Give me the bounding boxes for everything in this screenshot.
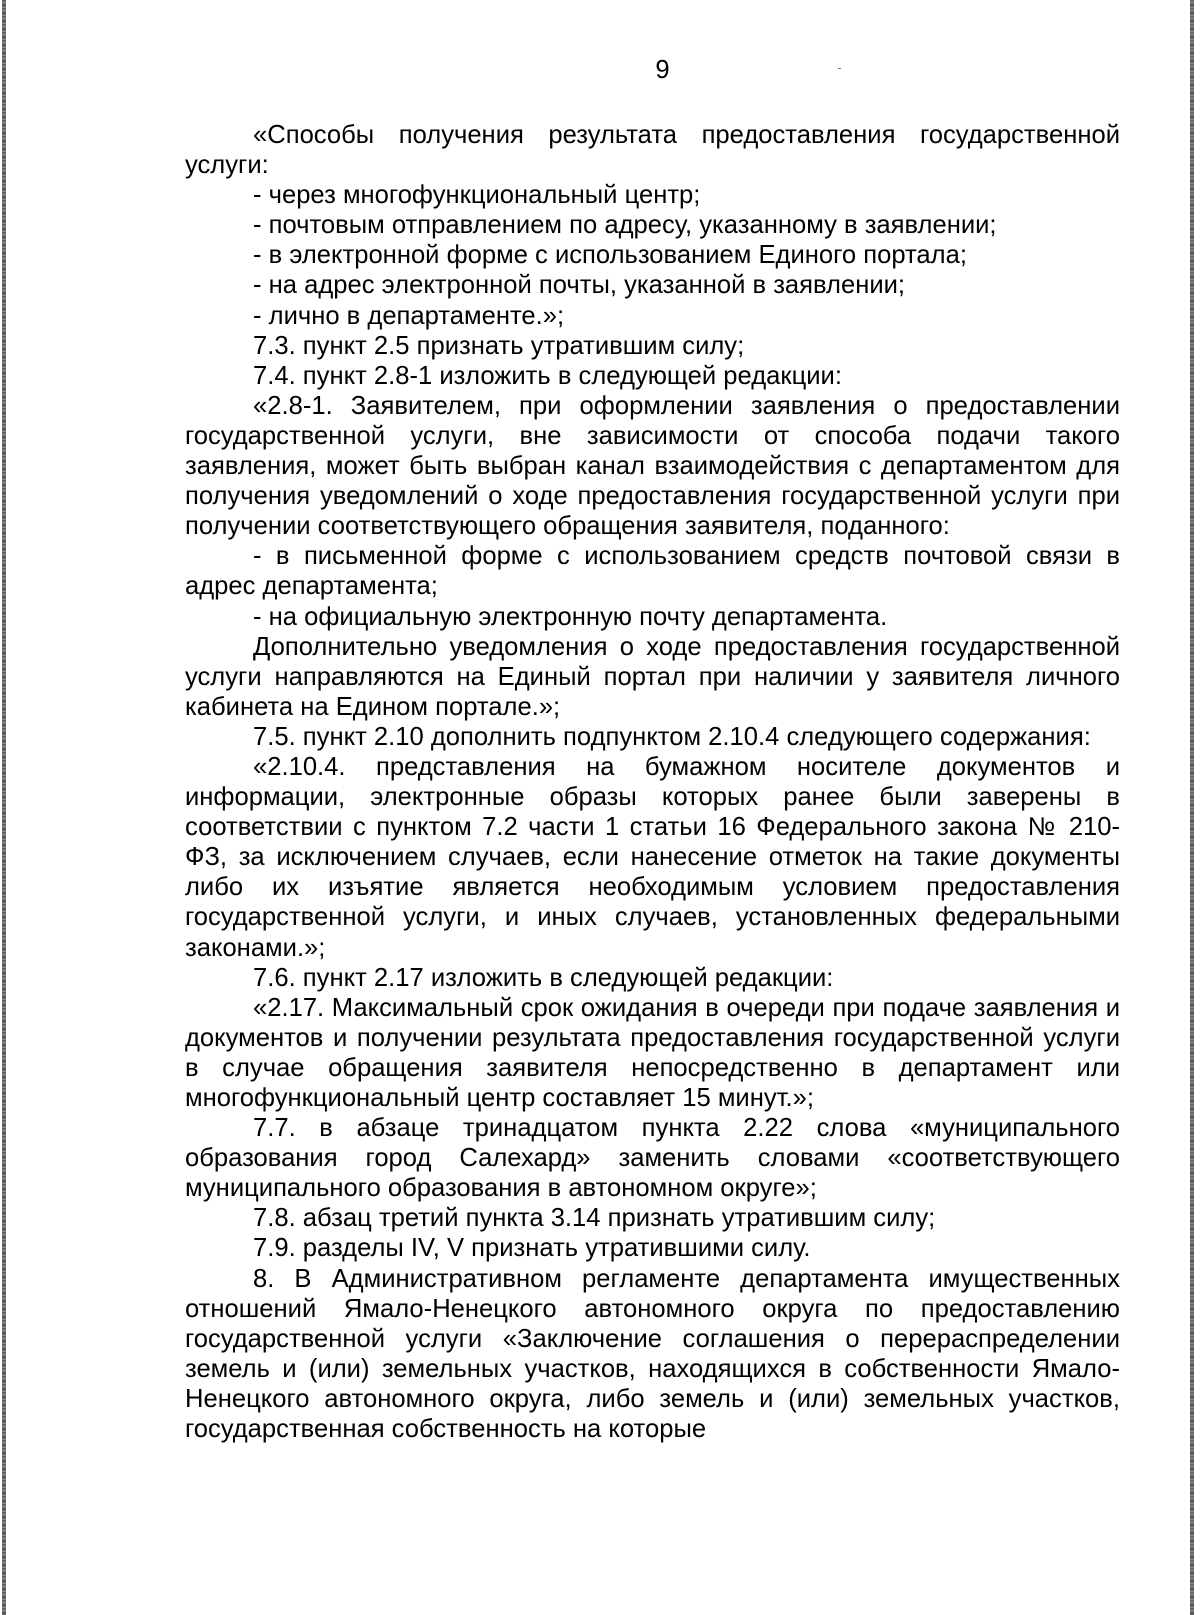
page-number: 9 (655, 56, 670, 84)
paragraph-7-5: 7.5. пункт 2.10 дополнить подпунктом 2.10.4 следующего содержания: (253, 722, 1091, 751)
paragraph-result-methods: «Способы получения результата предоставления государственной услуги: (185, 121, 1120, 180)
list-item-email: - на адрес электронной почты, указанной в заявлении; (253, 271, 906, 300)
paragraph-8: 8. В Административном регламенте департамента имущественных отношений Ямало-Ненецкого автономного округа по предоставлению государственной услуги «Заключение соглашения о перераспределении земель и (или) земельных участков, находящихся в собственности Ямало-Ненецкого автономного округа, либо земель и (или) земельных участков, государственная собственность на которые (185, 1264, 1120, 1444)
scan-border-right (1190, 0, 1194, 1615)
paragraph-7-9: 7.9. разделы IV, V признать утратившими силу. (253, 1234, 811, 1263)
paragraph-7-4: 7.4. пункт 2.8-1 изложить в следующей редакции: (253, 361, 842, 390)
scan-border-left (2, 0, 6, 1615)
paragraph-2-8-1: «2.8-1. Заявителем, при оформлении заявления о предоставлении государственной услуги, вне зависимости от способа подачи такого заявления, может быть выбран канал взаимодействия с департаментом для получения уведомлений о ходе предоставления государственной услуги при получении соответствующего обращения заявителя, поданного: (185, 391, 1120, 541)
list-item-mfc: - через многофункциональный центр; (253, 181, 701, 210)
paragraph-2-10-4: «2.10.4. представления на бумажном носителе документов и информации, электронные образы которых ранее были заверены в соответствии с пунктом 7.2 части 1 статьи 16 Федерального закона № 210-ФЗ, за исключением случаев, если нанесение отметок на такие документы либо их изъятие является необходимым условием предоставления государственной услуги, и иных случаев, установленных федеральными законами.»; (185, 752, 1120, 962)
paragraph-additional-notices: Дополнительно уведомления о ходе предоставления государственной услуги направляются на Единый портал при наличии у заявителя личного кабинета на Едином портале.»; (185, 632, 1120, 721)
paragraph-7-7: 7.7. в абзаце тринадцатом пункта 2.22 слова «муниципального образования город Салехард» заменить словами «соответствующего муниципального образования в автономном округе»; (185, 1114, 1120, 1203)
list-item-official-email: - на официальную электронную почту департамента. (253, 602, 888, 631)
document-page (185, 50, 1120, 1444)
list-item-post: - почтовым отправлением по адресу, указанному в заявлении; (253, 211, 997, 240)
list-item-electronic: - в электронной форме с использованием Единого портала; (253, 241, 967, 270)
paragraph-7-8: 7.8. абзац третий пункта 3.14 признать утратившим силу; (253, 1204, 936, 1233)
paragraph-2-17: «2.17. Максимальный срок ожидания в очереди при подаче заявления и документов и получении результата предоставления государственной услуги в случае обращения заявителя непосредственно в департамент или многофункциональный центр составляет 15 минут.»; (185, 993, 1120, 1112)
paragraph-7-6: 7.6. пункт 2.17 изложить в следующей редакции: (253, 963, 834, 992)
list-item-written: - в письменной форме с использованием средств почтовой связи в адрес департамента; (185, 542, 1120, 601)
list-item-in-person: - лично в департаменте.»; (253, 301, 565, 330)
paragraph-7-3: 7.3. пункт 2.5 признать утратившим силу; (253, 331, 745, 360)
